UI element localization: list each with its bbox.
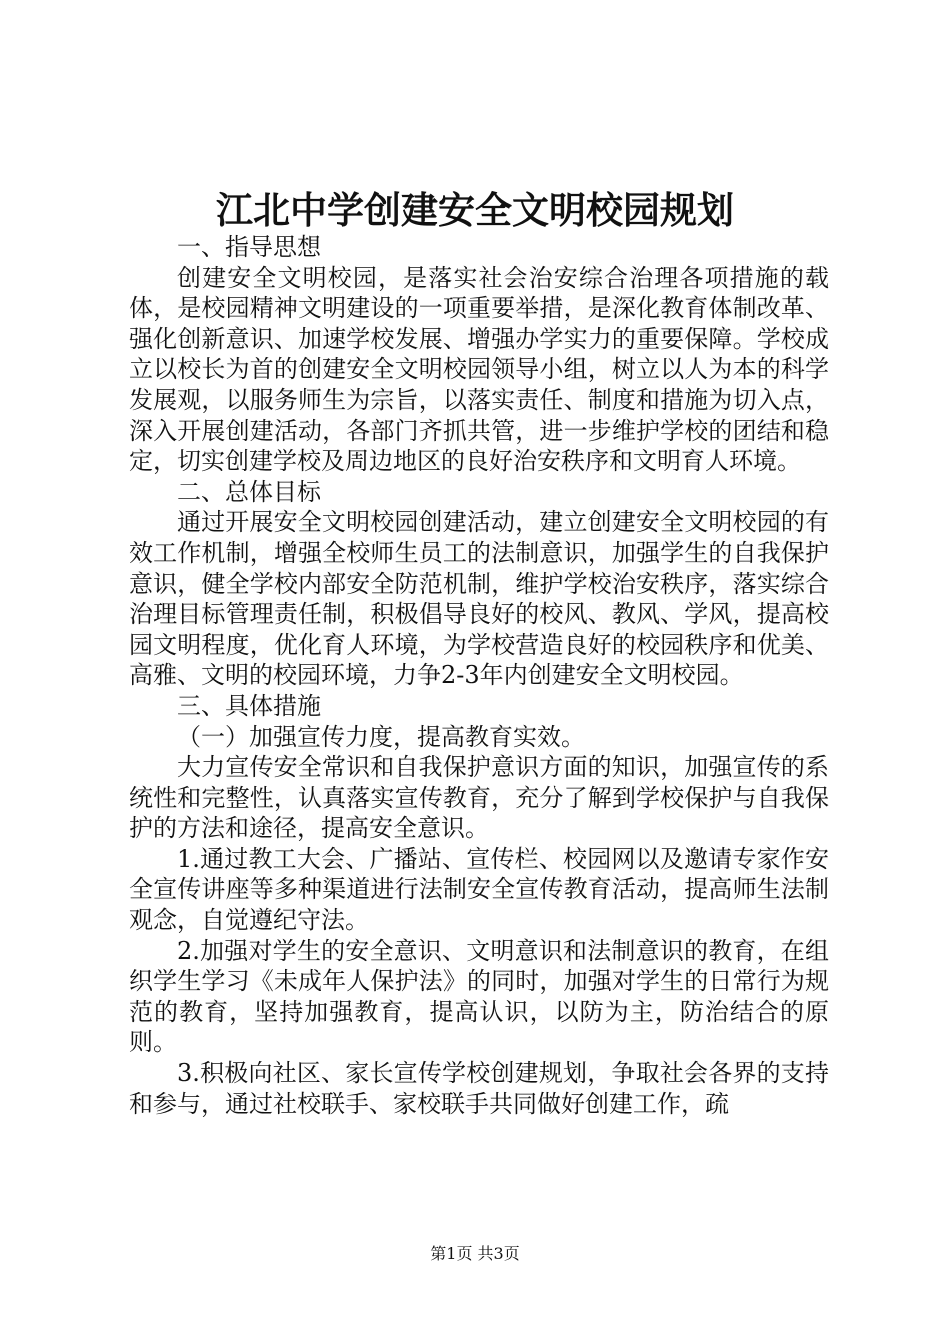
document-title: 江北中学创建安全文明校园规划 (216, 188, 734, 232)
paragraph: 大力宣传安全常识和自我保护意识方面的知识，加强宣传的系统性和完整性，认真落实宣传教育，充分了解到学校保护与自我保护的方法和途径，提高安全意识。 (129, 753, 829, 843)
paragraph: 通过开展安全文明校园创建活动，建立创建安全文明校园的有效工作机制，增强全校师生员工的法制意识，加强学生的自我保护意识，健全学校内部安全防范机制，维护学校治安秩序，落实综合治理目标管理责任制，积极倡导良好的校风、教风、学风，提高校园文明程度，优化育人环境，为学校营造良好的校园秩序和优美、高雅、文明的校园环境，力争2-3年内创建安全文明校园。 (129, 508, 829, 690)
section-heading: 三、具体措施 (177, 691, 321, 720)
section-heading: 一、指导思想 (177, 233, 321, 261)
section-heading: 二、总体目标 (177, 477, 321, 506)
page-footer: 第1页 共3页 (430, 1244, 520, 1263)
list-item: 2.加强对学生的安全意识、文明意识和法制意识的教育，在组织学生学习《未成年人保护法》的同时，加强对学生的日常行为规范的教育，坚持加强教育，提高认识，以防为主，防治结合的原则。 (129, 936, 829, 1057)
list-item: 1.通过教工大会、广播站、宣传栏、校园网以及邀请专家作安全宣传讲座等多种渠道进行法制安全宣传教育活动，提高师生法制观念，自觉遵纪守法。 (129, 844, 829, 935)
document-body (129, 232, 829, 1119)
subsection-heading: （一）加强宣传力度，提高教育实效。 (177, 722, 585, 751)
paragraph: 创建安全文明校园，是落实社会治安综合治理各项措施的载体，是校园精神文明建设的一项重要举措，是深化教育体制改革、强化创新意识、加速学校发展、增强办学实力的重要保障。学校成立以校长为首的创建安全文明校园领导小组，树立以人为本的科学发展观，以服务师生为宗旨，以落实责任、制度和措施为切入点，深入开展创建活动，各部门齐抓共管，进一步维护学校的团结和稳定，切实创建学校及周边地区的良好治安秩序和文明育人环境。 (129, 263, 829, 476)
list-item: 3.积极向社区、家长宣传学校创建规划，争取社会各界的支持和参与，通过社校联手、家校联手共同做好创建工作，疏 (129, 1059, 829, 1118)
